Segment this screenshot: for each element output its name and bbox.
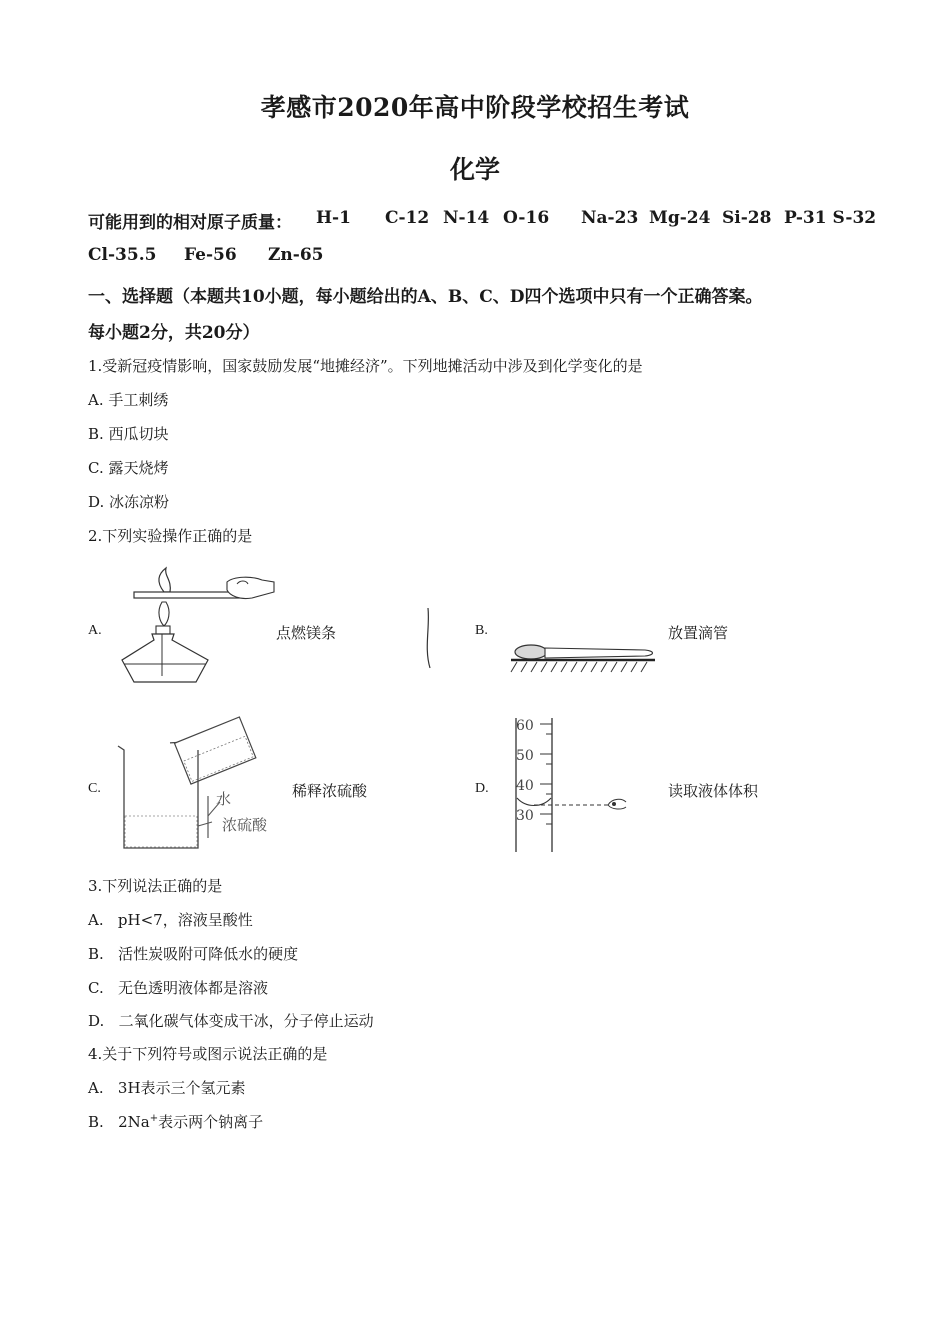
q4-option-b-prefix: B. 2Na	[88, 1113, 150, 1131]
acid-label: 浓硫酸	[222, 816, 268, 834]
q1-stem: 1.受新冠疫情影响，国家鼓励发展“地摊经济”。下列地摊活动中涉及到化学变化的是	[88, 357, 643, 375]
mass-c: C-12	[385, 208, 430, 228]
q3-option-c[interactable]: C. 无色透明液体都是溶液	[88, 979, 269, 997]
mass-n: N-14	[443, 208, 490, 228]
mass-p-s: P-31 S-32	[784, 208, 877, 228]
q3-stem: 3.下列说法正确的是	[88, 877, 223, 895]
lamp-cord-line	[420, 608, 440, 688]
mass-si: Si-28	[722, 208, 772, 228]
tick-40: 40	[516, 778, 534, 794]
q2-stem: 2.下列实验操作正确的是	[88, 527, 253, 545]
q2-option-a-letter[interactable]: A.	[88, 623, 102, 638]
q2-option-b-letter[interactable]: B.	[475, 623, 488, 638]
q1-option-d[interactable]: D. 冰冻凉粉	[88, 493, 170, 511]
q2-option-d-caption: 读取液体体积	[668, 782, 759, 800]
tick-60: 60	[516, 718, 534, 734]
dropper-on-table-figure	[505, 638, 665, 680]
section-heading-line1: 一、选择题（本题共10小题，每小题给出的A、B、C、D四个选项中只有一个正确答案。	[88, 287, 763, 307]
q4-stem: 4.关于下列符号或图示说法正确的是	[88, 1045, 328, 1063]
q3-option-d[interactable]: D. 二氧化碳气体变成干冰，分子停止运动	[88, 1012, 374, 1030]
mass-na: Na-23	[581, 208, 639, 228]
q2-option-d-letter[interactable]: D.	[475, 781, 489, 796]
tick-50: 50	[516, 748, 534, 764]
q1-option-c[interactable]: C. 露天烧烤	[88, 459, 169, 477]
q4-option-b-sup: +	[149, 1113, 159, 1124]
q4-option-b-suffix: 表示两个钠离子	[158, 1113, 264, 1131]
atomic-mass-label: 可能用到的相对原子质量：	[88, 213, 292, 233]
q4-option-a[interactable]: A. 3H表示三个氢元素	[88, 1079, 246, 1097]
mass-fe: Fe-56	[184, 245, 237, 265]
mass-mg: Mg-24	[649, 208, 711, 228]
q2-option-c-letter[interactable]: C.	[88, 781, 101, 796]
q4-option-b[interactable]	[88, 1111, 263, 1132]
q1-option-b[interactable]: B. 西瓜切块	[88, 425, 169, 443]
section-heading-line2: 每小题2分，共20分）	[88, 323, 260, 343]
q2-option-c-caption: 稀释浓硫酸	[292, 782, 368, 800]
water-label: 水	[216, 790, 232, 808]
q1-option-a[interactable]: A. 手工刺绣	[88, 391, 169, 409]
mass-h: H-1	[316, 208, 351, 228]
q2-option-a-caption: 点燃镁条	[276, 624, 337, 642]
exam-title: 孝感市2020年高中阶段学校招生考试	[260, 93, 690, 122]
q3-option-a[interactable]: A. pH<7，溶液呈酸性	[88, 911, 253, 929]
q3-option-b[interactable]: B. 活性炭吸附可降低水的硬度	[88, 945, 299, 963]
mass-zn: Zn-65	[268, 245, 324, 265]
tick-30: 30	[516, 808, 534, 824]
subject-title: 化学	[449, 155, 500, 184]
mass-cl: Cl-35.5	[88, 245, 157, 265]
q2-option-b-caption: 放置滴管	[668, 624, 729, 642]
mass-o: O-16	[503, 208, 550, 228]
alcohol-lamp-magnesium-figure	[112, 568, 282, 688]
